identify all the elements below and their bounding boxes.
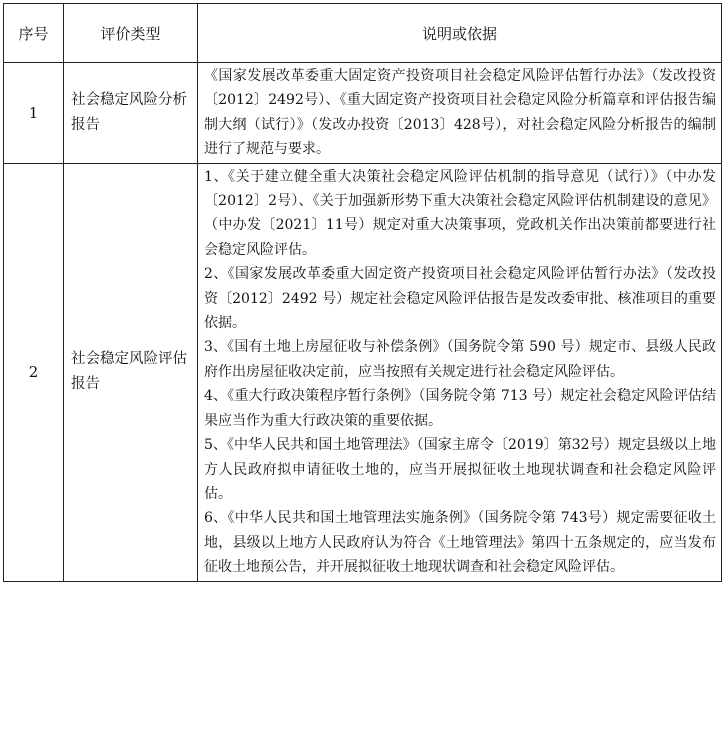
table-row: [4, 63, 722, 164]
row-number: 2: [4, 163, 64, 581]
description-paragraph: 5、《中华人民共和国土地管理法》（国家主席令〔2019〕第32号）规定县级以上地方人民政府拟申请征收土地的，应当开展拟征收土地现状调查和社会稳定风险评估。: [204, 437, 716, 502]
header-desc: 说明或依据: [198, 4, 722, 63]
header-row: [4, 4, 722, 63]
row-number: 1: [4, 63, 64, 164]
basis-table: [3, 3, 722, 582]
description-paragraph: 3、《国有土地上房屋征收与补偿条例》（国务院令第 590 号）规定市、县级人民政府作出房屋征收决定前，应当按照有关规定进行社会稳定风险评估。: [204, 339, 716, 380]
description-paragraph: 2、《国家发展改革委重大固定资产投资项目社会稳定风险评估暂行办法》（发改投资〔2012〕2492 号）规定社会稳定风险评估报告是发改委审批、核准项目的重要依据。: [204, 266, 716, 332]
table-row: [4, 163, 722, 581]
header-type: 评价类型: [64, 4, 198, 63]
row-type: 社会稳定风险评估报告: [64, 163, 198, 581]
row-description: [198, 63, 722, 164]
description-paragraph: 《国家发展改革委重大固定资产投资项目社会稳定风险评估暂行办法》（发改投资〔2012〕2492号）、《重大固定资产投资项目社会稳定风险分析篇章和评估报告编制大纲（试行）》（发改办投资〔2013〕428号），对社会稳定风险分析报告的编制进行了规范与要求。: [204, 68, 716, 158]
row-description: [198, 163, 722, 581]
description-paragraph: 6、《中华人民共和国土地管理法实施条例》（国务院令第 743号）规定需要征收土地，县级以上地方人民政府认为符合《土地管理法》第四十五条规定的，应当发布征收土地预公告，并开展拟征收土地现状调查和社会稳定风险评估。: [204, 510, 716, 576]
description-paragraph: 1、《关于建立健全重大决策社会稳定风险评估机制的指导意见（试行）》（中办发〔2012〕2号）、《关于加强新形势下重大决策社会稳定风险评估机制建设的意见》（中办发〔2021〕11号）规定对重大决策事项，党政机关作出决策前都要进行社会稳定风险评估。: [204, 168, 716, 258]
description-paragraph: 4、《重大行政决策程序暂行条例》（国务院令第 713 号）规定社会稳定风险评估结果应当作为重大行政决策的重要依据。: [204, 388, 716, 429]
header-no: 序号: [4, 4, 64, 63]
row-type: 社会稳定风险分析报告: [64, 63, 198, 164]
